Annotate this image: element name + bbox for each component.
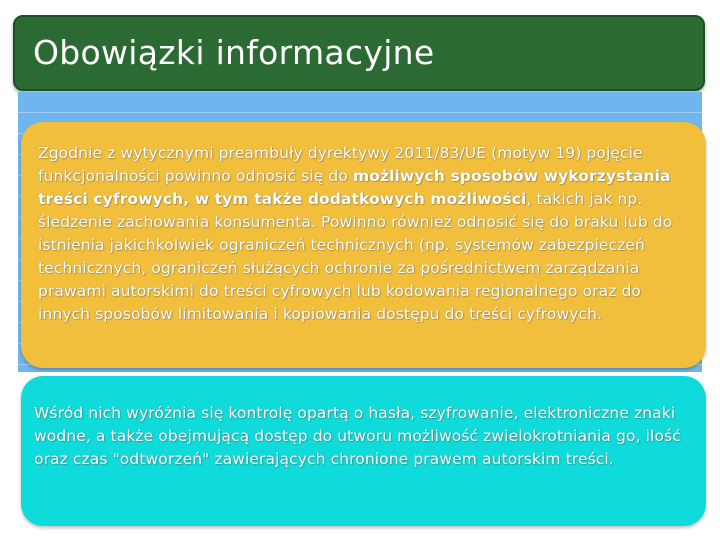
functionality-paragraph [38, 142, 698, 326]
protection-paragraph: Wśród nich wyróżnia się kontrolę opartą o hasła, szyfrowanie, elektroniczne znaki wodne, a także obejmującą dostęp do utworu możliwość zwielokrotniania go, ilość oraz czas "odtworzeń" zawierających chronione prawem autorskim treści. [34, 404, 681, 468]
paragraph-text-end: , takich jak np. śledzenie zachowania konsumenta. Powinno również odnosić się do braku lub do istnienia jakichkolwiek ograniczeń technicznych (np. systemów zabezpieczeń technicznych, ograniczeń służących ochronie za pośrednictwem zarządzania prawami autorskimi do treści cyfrowych lub kodowania regionalnego oraz do innych sposobów limitowania i kopiowania dostępu do treści cyfrowych. [38, 190, 673, 323]
paragraph-text-start: Zgodnie z wytycznymi preambuły dyrektywy 2011/83/UE (motyw 19) pojęcie funkcjonalności powinno odnosić się do [38, 144, 643, 185]
page-title: Obowiązki informacyjne [33, 33, 435, 72]
title-bar [13, 15, 705, 91]
paragraph-text-bold: możliwych sposobów wykorzystania treści cyfrowych, w tym także dodatkowych możliwości [38, 167, 671, 208]
